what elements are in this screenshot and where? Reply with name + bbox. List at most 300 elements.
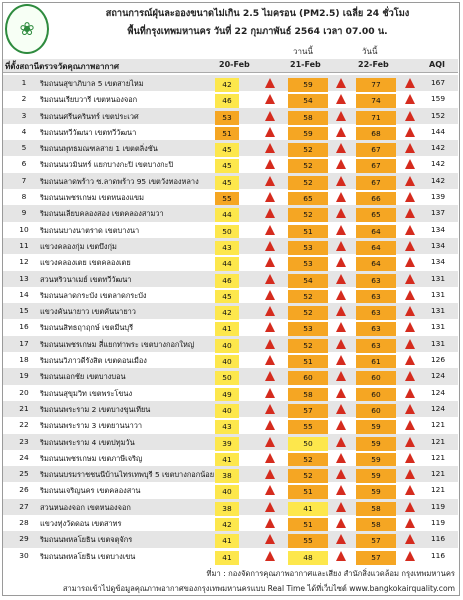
trend-up-arrow-icon	[336, 241, 346, 251]
pm25-day2: 53	[288, 241, 328, 255]
table-row	[3, 75, 458, 91]
pm25-day2: 48	[288, 551, 328, 565]
trend-up-arrow-icon	[265, 502, 275, 512]
row-number: 15	[19, 306, 29, 316]
pm25-day3: 63	[356, 274, 396, 288]
trend-up-arrow-icon	[405, 371, 415, 381]
row-number: 3	[21, 110, 27, 120]
trend-up-arrow-icon	[336, 518, 346, 528]
trend-up-arrow-icon	[265, 290, 275, 300]
table-row	[3, 254, 458, 270]
pm25-day1: 46	[215, 94, 239, 108]
aqi-value: 139	[430, 192, 446, 202]
trend-up-arrow-icon	[265, 94, 275, 104]
trend-up-arrow-icon	[336, 306, 346, 316]
station-name: แขวงคันนายาว เขตคันนายาว	[40, 307, 136, 317]
trend-up-arrow-icon	[265, 518, 275, 528]
trend-up-arrow-icon	[265, 355, 275, 365]
pm25-day2: 51	[288, 355, 328, 369]
station-name: ริมถนนพหลโยธิน เขตบางเขน	[40, 551, 136, 561]
row-number: 28	[19, 518, 29, 528]
pm25-day2: 53	[288, 257, 328, 271]
website-note: สามารถเข้าไปดูข้อมูลคุณภาพอากาศของกรุงเทพมหานครแบบ Real Time ได้ที่เว็บไซต์ www.bangkokairquality.com	[62, 584, 455, 593]
trend-up-arrow-icon	[336, 192, 346, 202]
pm25-day1: 45	[215, 143, 239, 157]
aqi-value: 119	[430, 518, 446, 528]
table-row	[3, 189, 458, 205]
table-row	[3, 466, 458, 482]
trend-up-arrow-icon	[265, 143, 275, 153]
pm25-day1: 40	[215, 485, 239, 499]
pm25-day1: 41	[215, 322, 239, 336]
table-row	[3, 482, 458, 498]
aqi-value: 142	[430, 143, 446, 153]
station-name: ริมถนนวิภาวดีรังสิต เขตดอนเมือง	[40, 356, 147, 366]
trend-up-arrow-icon	[336, 355, 346, 365]
trend-up-arrow-icon	[265, 225, 275, 235]
pm25-day2: 52	[288, 290, 328, 304]
aqi-value: 131	[430, 289, 446, 299]
aqi-value: 142	[430, 159, 446, 169]
row-number: 8	[21, 192, 27, 202]
station-name: ริมถนนเพชรเกษม สี่แยกท่าพระ เขตบางกอกใหญ่	[40, 339, 195, 349]
pm25-day2: 52	[288, 453, 328, 467]
pm25-day3: 60	[356, 371, 396, 385]
pm25-day2: 52	[288, 306, 328, 320]
trend-up-arrow-icon	[265, 534, 275, 544]
row-number: 22	[19, 420, 29, 430]
aqi-value: 121	[430, 485, 446, 495]
row-number: 27	[19, 501, 29, 511]
trend-up-arrow-icon	[336, 453, 346, 463]
pm25-day1: 45	[215, 176, 239, 190]
aqi-value: 134	[430, 240, 446, 250]
table-row	[3, 385, 458, 401]
pm25-day2: 65	[288, 192, 328, 206]
pm25-day3: 63	[356, 339, 396, 353]
pm25-day1: 43	[215, 241, 239, 255]
pm25-day2: 58	[288, 388, 328, 402]
trend-up-arrow-icon	[265, 176, 275, 186]
pm25-day3: 60	[356, 388, 396, 402]
pm25-day3: 63	[356, 290, 396, 304]
station-name: ริมถนนบางนาตราด เขตบางนา	[40, 225, 140, 235]
pm25-day2: 52	[288, 176, 328, 190]
trend-up-arrow-icon	[265, 371, 275, 381]
row-number: 7	[21, 175, 27, 185]
aqi-value: 116	[430, 550, 446, 560]
station-name: สวนหริวนาเมย์ เขตทวีวัฒนา	[40, 274, 132, 284]
trend-up-arrow-icon	[405, 111, 415, 121]
table-row	[3, 434, 458, 450]
pm25-day2: 54	[288, 274, 328, 288]
table-row	[3, 287, 458, 303]
pm25-day3: 59	[356, 485, 396, 499]
trend-up-arrow-icon	[265, 192, 275, 202]
table-row	[3, 222, 458, 238]
pm25-day1: 40	[215, 404, 239, 418]
row-number: 9	[21, 208, 27, 218]
pm25-day1: 50	[215, 225, 239, 239]
table-row	[3, 336, 458, 352]
pm25-day3: 59	[356, 469, 396, 483]
station-name: ริมถนนศรีนครินทร์ เขตประเวศ	[40, 111, 139, 121]
pm25-day3: 58	[356, 518, 396, 532]
trend-up-arrow-icon	[265, 453, 275, 463]
row-number: 24	[19, 452, 29, 462]
pm25-day3: 71	[356, 111, 396, 125]
trend-up-arrow-icon	[405, 290, 415, 300]
pm25-day3: 77	[356, 78, 396, 92]
pm25-day2: 59	[288, 78, 328, 92]
aqi-value: 116	[430, 534, 446, 544]
pm25-day2: 51	[288, 518, 328, 532]
aqi-value: 134	[430, 224, 446, 234]
trend-up-arrow-icon	[265, 469, 275, 479]
pm25-day2: 58	[288, 111, 328, 125]
pm25-day2: 59	[288, 127, 328, 141]
aqi-value: 131	[430, 273, 446, 283]
trend-up-arrow-icon	[336, 94, 346, 104]
pm25-day3: 67	[356, 176, 396, 190]
pm25-day2: 41	[288, 502, 328, 516]
pm25-day3: 58	[356, 502, 396, 516]
bangkok-seal-icon: ❀	[5, 4, 49, 54]
pm25-day1: 38	[215, 469, 239, 483]
pm25-day3: 67	[356, 159, 396, 173]
table-row	[3, 124, 458, 140]
aqi-value: 152	[430, 110, 446, 120]
table-row	[3, 401, 458, 417]
trend-up-arrow-icon	[336, 371, 346, 381]
pm25-day1: 39	[215, 437, 239, 451]
pm25-day1: 41	[215, 551, 239, 565]
pm25-day2: 52	[288, 143, 328, 157]
trend-up-arrow-icon	[405, 322, 415, 332]
row-number: 2	[21, 94, 27, 104]
trend-up-arrow-icon	[265, 274, 275, 284]
row-number: 20	[19, 387, 29, 397]
trend-up-arrow-icon	[265, 127, 275, 137]
trend-up-arrow-icon	[405, 485, 415, 495]
trend-up-arrow-icon	[405, 453, 415, 463]
row-number: 10	[19, 224, 29, 234]
trend-up-arrow-icon	[336, 502, 346, 512]
trend-up-arrow-icon	[336, 225, 346, 235]
pm25-day3: 61	[356, 355, 396, 369]
trend-up-arrow-icon	[336, 143, 346, 153]
station-name: ริมถนนพระราม 2 เขตบางขุนเทียน	[40, 404, 151, 414]
pm25-day2: 52	[288, 339, 328, 353]
trend-up-arrow-icon	[405, 306, 415, 316]
pm25-day3: 59	[356, 453, 396, 467]
aqi-value: 131	[430, 306, 446, 316]
pm25-day1: 44	[215, 257, 239, 271]
table-row	[3, 450, 458, 466]
aqi-value: 124	[430, 403, 446, 413]
table-row	[3, 205, 458, 221]
row-number: 16	[19, 322, 29, 332]
pm25-day1: 38	[215, 502, 239, 516]
trend-up-arrow-icon	[336, 437, 346, 447]
pm25-day1: 49	[215, 388, 239, 402]
pm25-day2: 54	[288, 94, 328, 108]
aqi-value: 126	[430, 355, 446, 365]
trend-up-arrow-icon	[405, 404, 415, 414]
pm25-day3: 67	[356, 143, 396, 157]
trend-up-arrow-icon	[336, 176, 346, 186]
trend-up-arrow-icon	[405, 339, 415, 349]
station-name: ริมถนนลาดพร้าว ซ.ลาดพร้าว 95 เขตวังทองหลาง	[40, 176, 199, 186]
table-row	[3, 156, 458, 172]
aqi-value: 121	[430, 436, 446, 446]
station-name: ริมถนนพระราม 4 เขตปทุมวัน	[40, 437, 135, 447]
trend-up-arrow-icon	[336, 420, 346, 430]
aqi-value: 134	[430, 257, 446, 267]
station-name: ริมถนนสุขาภิบาล 5 เขตสายไหม	[40, 79, 144, 88]
table-row	[3, 271, 458, 287]
trend-up-arrow-icon	[405, 274, 415, 284]
trend-up-arrow-icon	[405, 176, 415, 186]
table-row	[3, 319, 458, 335]
aqi-column-header: AQI	[429, 60, 445, 69]
row-number: 5	[21, 143, 27, 153]
pm25-day1: 40	[215, 339, 239, 353]
row-number: 21	[19, 403, 29, 413]
pm25-day1: 43	[215, 420, 239, 434]
pm25-day3: 57	[356, 534, 396, 548]
aqi-value: 131	[430, 322, 446, 332]
pm25-day2: 52	[288, 469, 328, 483]
row-number: 11	[19, 240, 29, 250]
trend-up-arrow-icon	[265, 111, 275, 121]
pm25-day1: 50	[215, 371, 239, 385]
trend-up-arrow-icon	[265, 485, 275, 495]
station-name: แขวงคลองเตย เขตคลองเตย	[40, 258, 131, 268]
pm25-day1: 53	[215, 111, 239, 125]
trend-up-arrow-icon	[336, 208, 346, 218]
pm25-day2: 57	[288, 404, 328, 418]
pm25-day3: 65	[356, 208, 396, 222]
pm25-day3: 64	[356, 225, 396, 239]
date2-column-header: 21-Feb	[290, 60, 321, 69]
pm25-day1: 40	[215, 355, 239, 369]
pm25-day1: 44	[215, 208, 239, 222]
trend-up-arrow-icon	[405, 192, 415, 202]
station-name: ริมถนนพระราม 3 เขตยานนาวา	[40, 421, 143, 431]
table-row	[3, 548, 458, 564]
row-number: 29	[19, 534, 29, 544]
row-number: 14	[19, 289, 29, 299]
aqi-value: 144	[430, 126, 446, 136]
row-number: 30	[19, 550, 29, 560]
aqi-value: 121	[430, 420, 446, 430]
station-name: ริมถนนเพชรเกษม เขตหนองแขม	[40, 193, 144, 203]
trend-up-arrow-icon	[265, 339, 275, 349]
trend-up-arrow-icon	[405, 551, 415, 561]
trend-up-arrow-icon	[265, 322, 275, 332]
trend-up-arrow-icon	[405, 502, 415, 512]
pm25-day2: 55	[288, 420, 328, 434]
table-row	[3, 368, 458, 384]
pm25-day3: 63	[356, 322, 396, 336]
trend-up-arrow-icon	[405, 159, 415, 169]
pm25-day1: 45	[215, 290, 239, 304]
pm25-day1: 45	[215, 159, 239, 173]
aqi-value: 121	[430, 452, 446, 462]
station-name: ริมถนนลาดกระบัง เขตลาดกระบัง	[40, 290, 147, 300]
row-number: 1	[21, 78, 27, 87]
trend-up-arrow-icon	[405, 241, 415, 251]
row-number: 25	[19, 469, 29, 479]
trend-up-arrow-icon	[265, 208, 275, 218]
trend-up-arrow-icon	[336, 339, 346, 349]
station-name: แขวงคลองกุ่ม เขตบึงกุ่ม	[40, 241, 117, 251]
trend-up-arrow-icon	[265, 420, 275, 430]
trend-up-arrow-icon	[336, 404, 346, 414]
pm25-day1: 55	[215, 192, 239, 206]
table-row	[3, 303, 458, 319]
table-row	[3, 515, 458, 531]
row-number: 19	[19, 371, 29, 381]
trend-up-arrow-icon	[336, 290, 346, 300]
row-number: 26	[19, 485, 29, 495]
station-name: ริมถนนเอกชัย เขตบางบอน	[40, 372, 126, 382]
trend-up-arrow-icon	[336, 111, 346, 121]
pm25-day1: 51	[215, 127, 239, 141]
trend-up-arrow-icon	[265, 388, 275, 398]
pm25-day1: 42	[215, 518, 239, 532]
row-number: 17	[19, 338, 29, 348]
trend-up-arrow-icon	[265, 159, 275, 169]
pm25-day3: 64	[356, 257, 396, 271]
trend-up-arrow-icon	[405, 257, 415, 267]
trend-up-arrow-icon	[336, 485, 346, 495]
pm25-day2: 52	[288, 159, 328, 173]
pm25-day3: 68	[356, 127, 396, 141]
trend-up-arrow-icon	[336, 534, 346, 544]
trend-up-arrow-icon	[405, 143, 415, 153]
report-title: สถานการณ์ฝุ่นละอองขนาดไม่เกิน 2.5 ไมครอน (PM2.5) เฉลี่ย 24 ชั่วโมง	[105, 8, 410, 19]
pm25-day3: 74	[356, 94, 396, 108]
station-table	[3, 75, 458, 564]
aqi-value: 137	[430, 208, 446, 218]
report-subtitle: พื้นที่กรุงเทพมหานคร วันที่ 22 กุมภาพันธ์ 2564 เวลา 07.00 น.	[127, 26, 388, 37]
trend-up-arrow-icon	[336, 274, 346, 284]
station-name: สวนหนองจอก เขตหนองจอก	[40, 502, 131, 512]
trend-up-arrow-icon	[405, 78, 415, 88]
trend-up-arrow-icon	[405, 225, 415, 235]
pm25-day2: 50	[288, 437, 328, 451]
station-name: แขวงทุ่งวัดดอน เขตสาทร	[40, 519, 122, 529]
trend-up-arrow-icon	[336, 78, 346, 88]
table-row	[3, 352, 458, 368]
pm25-day3: 59	[356, 437, 396, 451]
pm25-day3: 59	[356, 420, 396, 434]
trend-up-arrow-icon	[405, 420, 415, 430]
pm25-day3: 60	[356, 404, 396, 418]
aqi-value: 124	[430, 371, 446, 381]
row-number: 18	[19, 355, 29, 365]
pm25-day2: 55	[288, 534, 328, 548]
station-name: ริมถนนพุทธมณฑลสาย 1 เขตตลิ่งชัน	[40, 144, 158, 154]
row-number: 12	[19, 257, 29, 267]
pm25-day3: 66	[356, 192, 396, 206]
table-row	[3, 531, 458, 547]
trend-up-arrow-icon	[405, 94, 415, 104]
pm25-day3: 57	[356, 551, 396, 565]
source-note: ที่มา : กองจัดการคุณภาพอากาศและเสียง สำนักสิ่งแวดล้อม กรุงเทพมหานคร	[206, 569, 455, 578]
table-row	[3, 140, 458, 156]
pm25-day2: 60	[288, 371, 328, 385]
station-name: ริมถนนเจริญนคร เขตคลองสาน	[40, 486, 141, 496]
table-row	[3, 108, 458, 124]
pm25-day2: 53	[288, 322, 328, 336]
trend-up-arrow-icon	[405, 388, 415, 398]
trend-up-arrow-icon	[265, 551, 275, 561]
pm25-day1: 46	[215, 274, 239, 288]
trend-up-arrow-icon	[405, 437, 415, 447]
station-column-header: ที่ตั้งสถานีตรวจวัดคุณภาพอากาศ	[5, 62, 119, 71]
station-name: ริมถนนสุขุมวิท เขตพระโขนง	[40, 388, 133, 398]
trend-up-arrow-icon	[265, 241, 275, 251]
row-number: 6	[21, 159, 27, 169]
table-row	[3, 173, 458, 189]
trend-up-arrow-icon	[336, 127, 346, 137]
trend-up-arrow-icon	[405, 534, 415, 544]
aqi-value: 142	[430, 175, 446, 185]
trend-up-arrow-icon	[405, 355, 415, 365]
today-label: วันนี้	[362, 47, 378, 56]
aqi-value: 121	[430, 469, 446, 479]
row-number: 13	[19, 273, 29, 283]
table-row	[3, 91, 458, 107]
trend-up-arrow-icon	[336, 257, 346, 267]
pm25-day1: 41	[215, 453, 239, 467]
pm25-day1: 42	[215, 78, 239, 92]
station-name: ริมถนนพหลโยธิน เขตจตุจักร	[40, 535, 133, 545]
pm25-day2: 52	[288, 208, 328, 222]
aqi-value: 124	[430, 387, 446, 397]
aqi-value: 119	[430, 501, 446, 511]
yesterday-label: วานนี้	[293, 47, 313, 56]
trend-up-arrow-icon	[336, 159, 346, 169]
trend-up-arrow-icon	[405, 127, 415, 137]
table-row	[3, 499, 458, 515]
station-name: ริมถนนบรมราชชนนีบ้านไทรเทพบุรี 5 เขตบางกอกน้อย	[40, 470, 215, 480]
aqi-value: 131	[430, 338, 446, 348]
pm25-day3: 64	[356, 241, 396, 255]
trend-up-arrow-icon	[265, 78, 275, 88]
trend-up-arrow-icon	[265, 306, 275, 316]
trend-up-arrow-icon	[336, 551, 346, 561]
trend-up-arrow-icon	[336, 469, 346, 479]
trend-up-arrow-icon	[336, 388, 346, 398]
pm25-day1: 41	[215, 534, 239, 548]
date1-column-header: 20-Feb	[219, 60, 250, 69]
trend-up-arrow-icon	[405, 208, 415, 218]
station-name: ริมถนนสิทธฤาฤกษ์ เขตมีนบุรี	[40, 323, 134, 333]
trend-up-arrow-icon	[336, 322, 346, 332]
table-header	[3, 59, 458, 73]
date3-column-header: 22-Feb	[358, 60, 389, 69]
station-name: ริมถนนทวีวัฒนา เขตทวีวัฒนา	[40, 127, 137, 137]
aqi-value: 167	[430, 78, 446, 87]
trend-up-arrow-icon	[405, 469, 415, 479]
row-number: 23	[19, 436, 29, 446]
station-name: ริมถนนเพชรเกษม เขตภาษีเจริญ	[40, 453, 143, 463]
station-name: ริมถนนเลียบคลองสอง เขตคลองสามวา	[40, 209, 164, 219]
